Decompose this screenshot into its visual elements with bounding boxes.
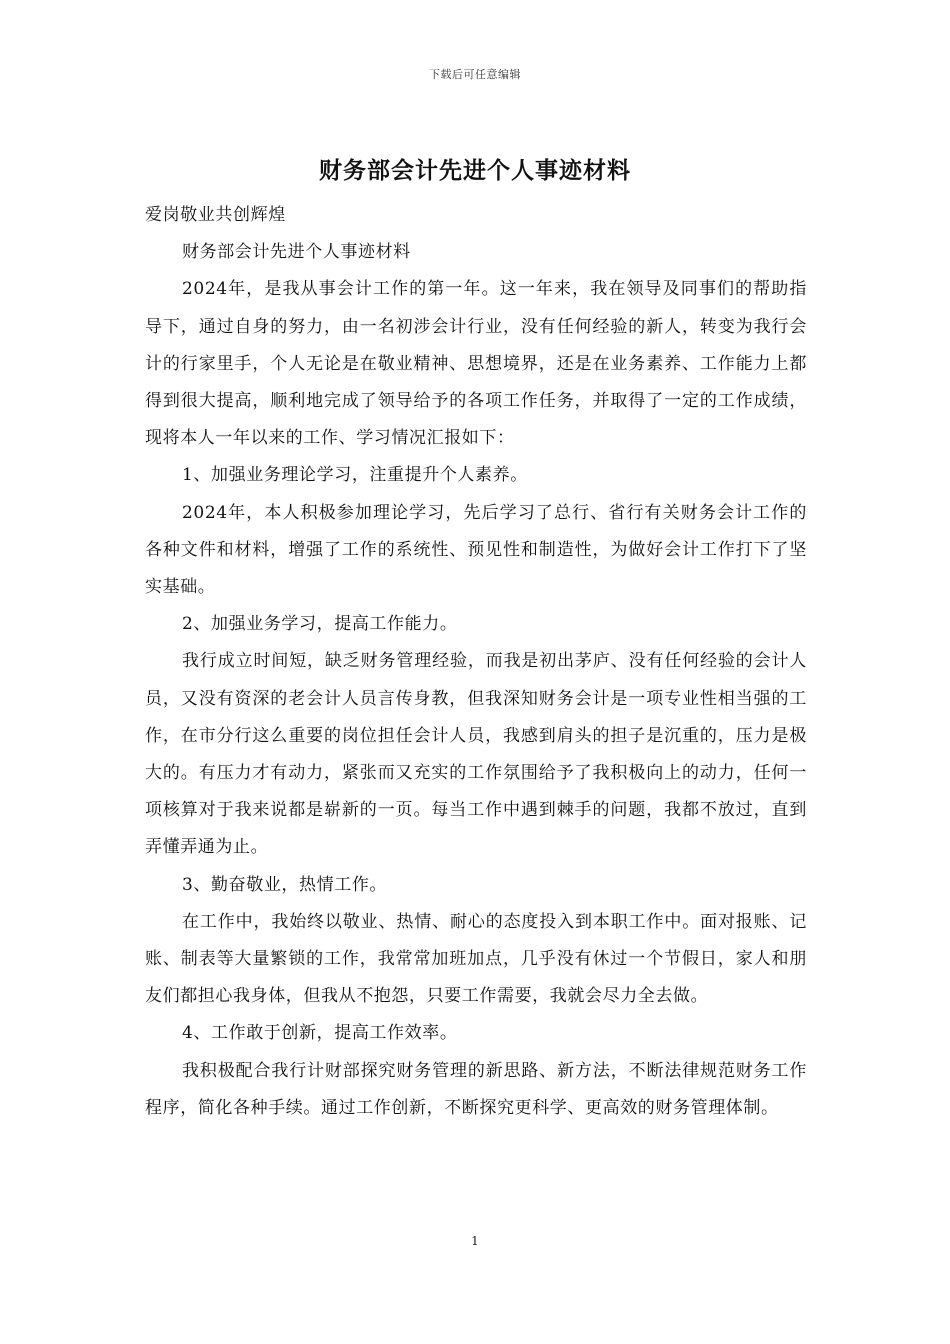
body-paragraph: 我积极配合我行计财部探究财务管理的新思路、新方法，不断法律规范财务工作程序，简化各种手续。通过工作创新，不断探究更科学、更高效的财务管理体制。: [145, 1060, 807, 1118]
section-heading: 1、加强业务理论学习，注重提升个人素养。: [182, 465, 528, 486]
section-heading: 3、勤奋敬业，热情工作。: [182, 874, 388, 895]
page-number: 1: [471, 1234, 479, 1248]
body-paragraph: 财务部会计先进个人事迹材料: [182, 242, 411, 263]
body-paragraph: 在工作中，我始终以敬业、热情、耐心的态度投入到本职工作中。面对报账、记账、制表等大量繁锁的工作，我常常加班加点，几乎没有休过一个节假日，家人和朋友们都担心我身体，但我从不抱怨，只要工作需要，我就会尽力全去做。: [145, 911, 807, 1007]
body-paragraph: 我行成立时间短，缺乏财务管理经验，而我是初出茅庐、没有任何经验的会计人员，又没有资深的老会计人员言传身教，但我深知财务会计是一项专业性相当强的工作，在市分行这么重要的岗位担任会计人员，我感到肩头的担子是沉重的，压力是极大的。有压力才有动力，紧张而又充实的工作氛围给予了我积极向上的动力，任何一项核算对于我来说都是崭新的一页。每当工作中遇到棘手的问题，我都不放过，直到弄懂弄通为止。: [145, 651, 807, 858]
header-note: 下载后可任意编辑: [429, 68, 521, 81]
section-heading: 4、工作敢于创新，提高工作效率。: [182, 1023, 458, 1044]
subtitle-paragraph: 爱岗敬业共创辉煌: [145, 205, 286, 225]
body-paragraph: 2024年，本人积极参加理论学习，先后学习了总行、省行有关财务会计工作的各种文件和材料，增强了工作的系统性、预见性和制造性，为做好会计工作打下了坚实基础。: [145, 502, 807, 598]
body-paragraph: 2024年，是我从事会计工作的第一年。这一年来，我在领导及同事们的帮助指导下，通过自身的努力，由一名初涉会计行业，没有任何经验的新人，转变为我行会计的行家里手，个人无论是在敬业精神、思想境界，还是在业务素养、工作能力上都得到很大提高，顺利地完成了领导给予的各项工作任务，并取得了一定的工作成绩，现将本人一年以来的工作、学习情况汇报如下：: [145, 279, 807, 449]
document-body: [145, 197, 807, 1127]
section-heading: 2、加强业务学习，提高工作能力。: [182, 614, 458, 635]
document-title: 财务部会计先进个人事迹材料: [319, 157, 631, 184]
